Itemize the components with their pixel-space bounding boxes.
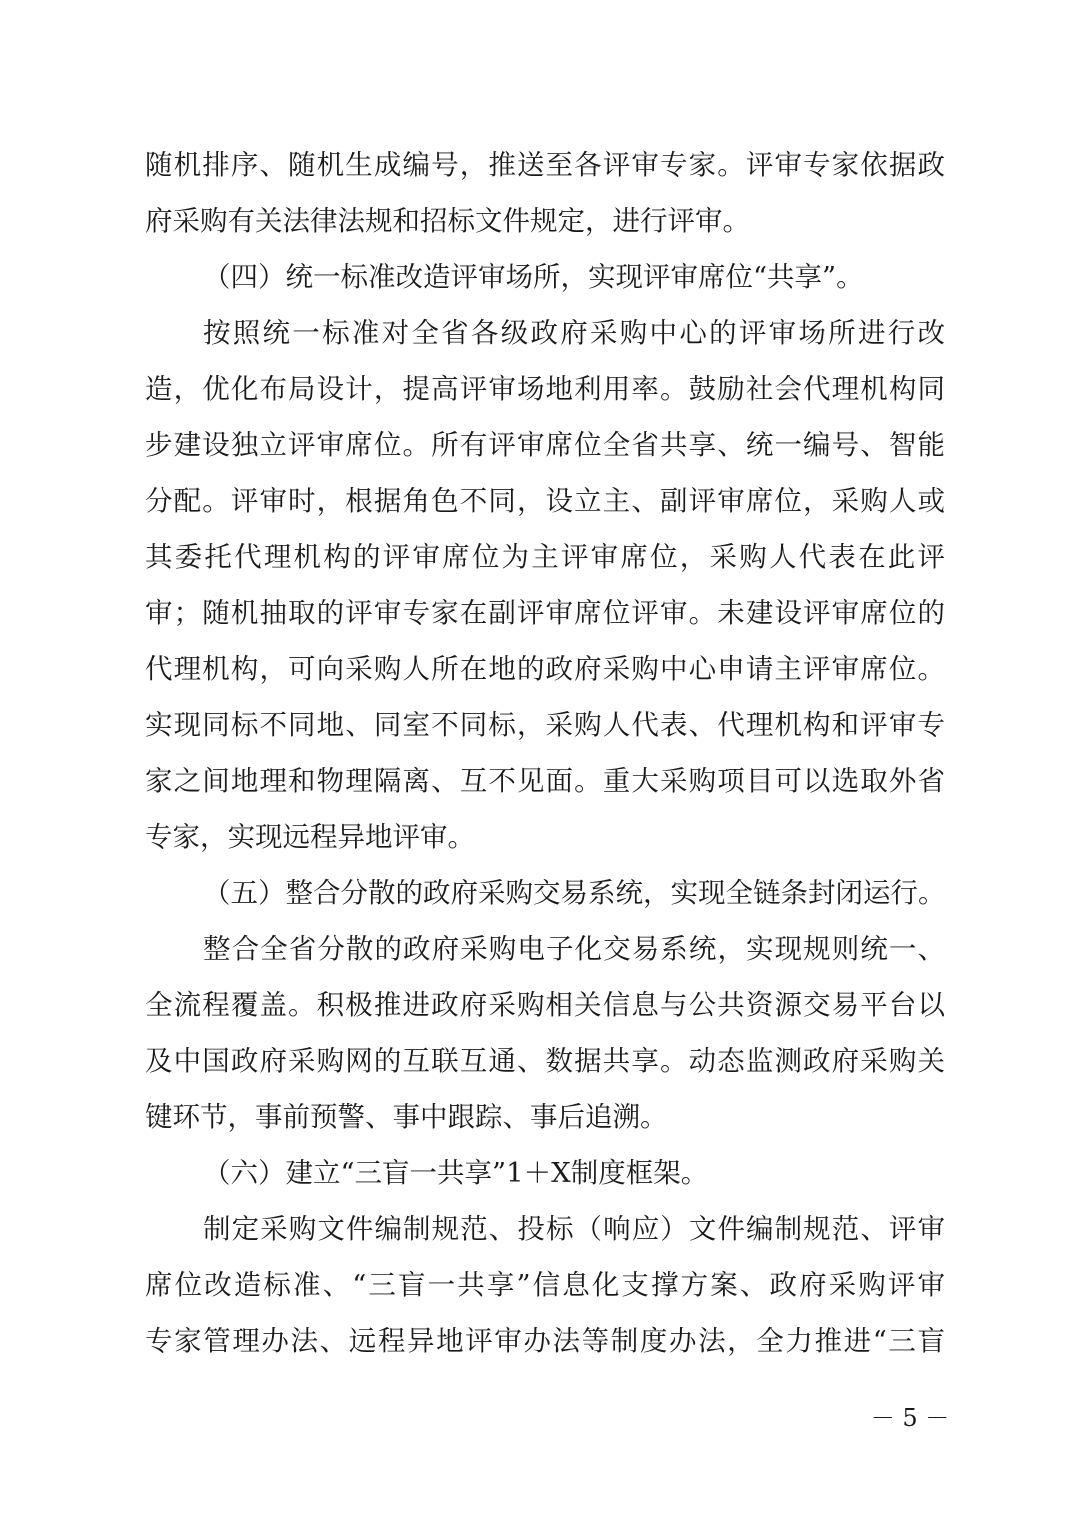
- text-line: 随机排序、随机生成编号，推送至各评审专家。评审专家依据政: [145, 149, 945, 181]
- text-line: 其委托代理机构的评审席位为主评审席位，采购人代表在此评: [145, 541, 945, 573]
- text-line: 府采购有关法律法规和招标文件规定，进行评审。: [145, 205, 750, 237]
- text-line: 及中国政府采购网的互联互通、数据共享。动态监测政府采购关: [145, 1045, 945, 1077]
- text-line: 实现同标不同地、同室不同标，采购人代表、代理机构和评审专: [145, 709, 945, 741]
- text-line: 按照统一标准对全省各级政府采购中心的评审场所进行改: [203, 317, 945, 349]
- section-heading: （六）建立“三盲一共享”1＋X制度框架。: [203, 1157, 709, 1189]
- text-line: 键环节，事前预警、事中跟踪、事后追溯。: [145, 1101, 668, 1133]
- text-line: 整合全省分散的政府采购电子化交易系统，实现规则统一、: [203, 933, 945, 965]
- section-heading: （五）整合分散的政府采购交易系统，实现全链条封闭运行。: [203, 877, 945, 909]
- text-line: 步建设独立评审席位。所有评审席位全省共享、统一编号、智能: [145, 429, 945, 461]
- text-line: 审；随机抽取的评审专家在副评审席位评审。未建设评审席位的: [145, 597, 945, 629]
- text-line: 家之间地理和物理隔离、互不见面。重大采购项目可以选取外省: [145, 765, 945, 797]
- section-heading: （四）统一标准改造评审场所，实现评审席位“共享”。: [203, 261, 864, 293]
- text-line: 专家，实现远程异地评审。: [145, 821, 475, 853]
- text-line: 造，优化布局设计，提高评审场地利用率。鼓励社会代理机构同: [145, 373, 945, 405]
- text-line: 代理机构，可向采购人所在地的政府采购中心申请主评审席位。: [145, 653, 945, 685]
- text-line: 制定采购文件编制规范、投标（响应）文件编制规范、评审: [203, 1213, 945, 1245]
- text-line: 全流程覆盖。积极推进政府采购相关信息与公共资源交易平台以: [145, 989, 945, 1021]
- text-line: 分配。评审时，根据角色不同，设立主、副评审席位，采购人或: [145, 485, 945, 517]
- text-line: 专家管理办法、远程异地评审办法等制度办法，全力推进“三盲: [145, 1325, 945, 1357]
- text-line: 席位改造标准、“三盲一共享”信息化支撑方案、政府采购评审: [145, 1269, 945, 1301]
- page-number: － 5 －: [870, 1404, 950, 1432]
